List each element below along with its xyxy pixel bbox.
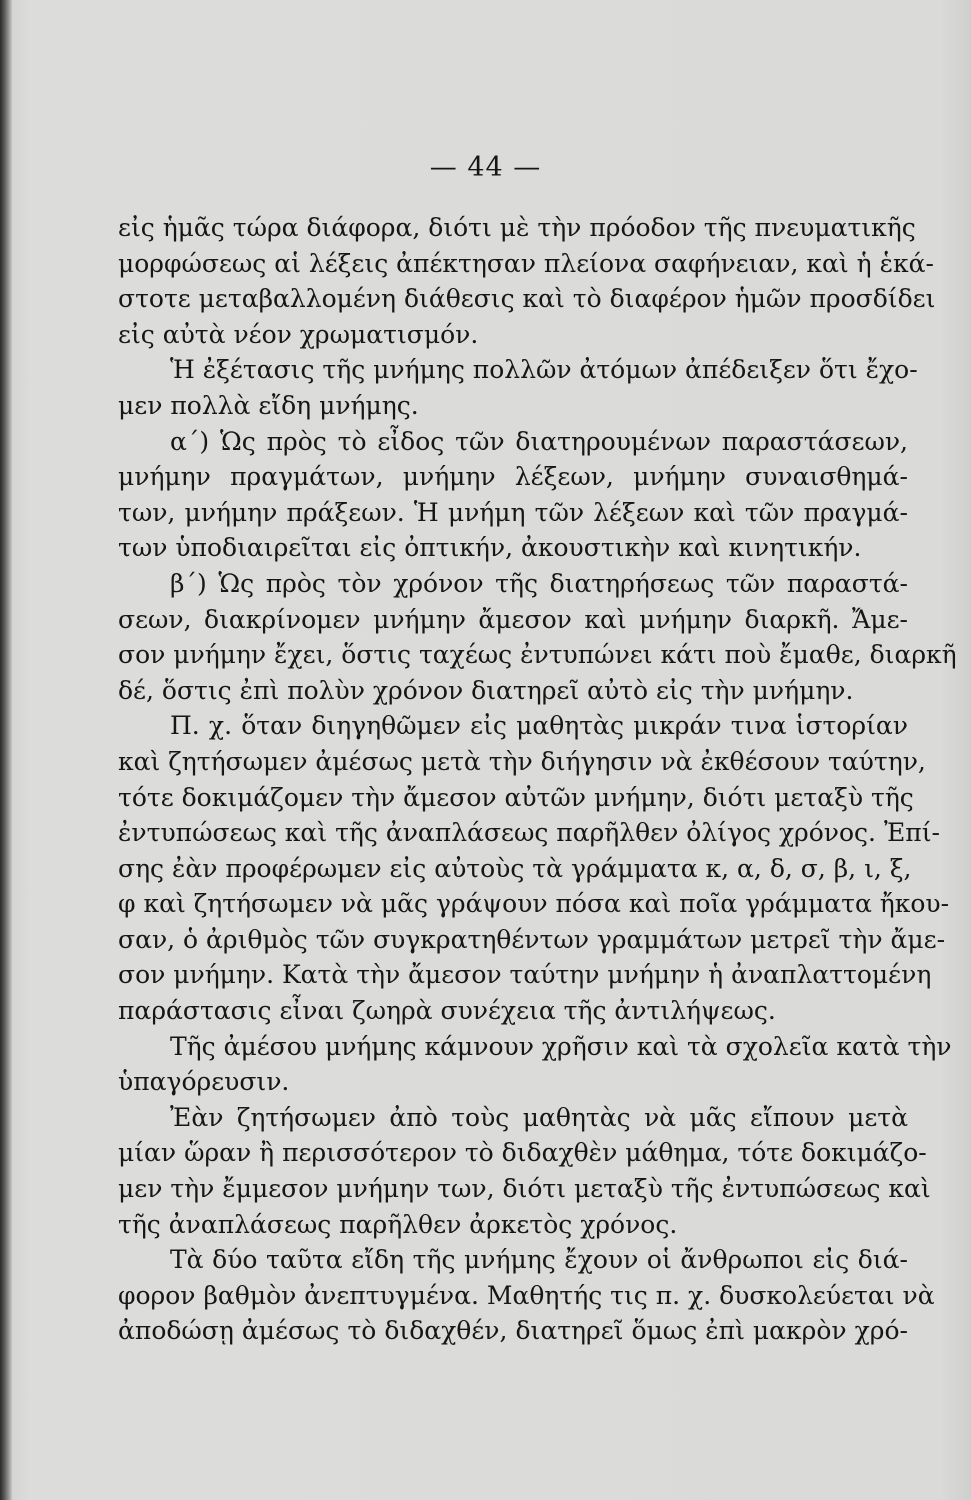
text-line: μεν τὴν ἔμμεσον μνήμην των, διότι μεταξὺ τῆς ἐντυπώσεως καὶ xyxy=(118,1174,931,1204)
text-line: Ἐὰν ζητήσωμεν ἀπὸ τοὺς μαθητὰς νὰ μᾶς εἴπουν μετὰ xyxy=(170,1102,908,1132)
book-spine-shadow xyxy=(0,0,12,1500)
text-line: παράστασις εἶναι ζωηρὰ συνέχεια τῆς ἀντιλήψεως. xyxy=(118,996,776,1026)
text-line: των, μνήμην πράξεων. Ἡ μνήμη τῶν λέξεων καὶ τῶν πραγμά- xyxy=(118,497,908,527)
text-line: εἰς ἡμᾶς τώρα διάφορα, διότι μὲ τὴν πρόοδον τῆς πνευματικῆς xyxy=(118,213,916,242)
text-line: μνήμην πραγμάτων, μνήμην λέξεων, μνήμην συναισθημά- xyxy=(118,462,908,492)
text-line: φ καὶ ζητήσωμεν νὰ μᾶς γράψουν πόσα καὶ ποῖα γράμματα ἤκου- xyxy=(118,889,950,919)
text-line: σαν, ὁ ἀριθμὸς τῶν συγκρατηθέντων γραμμάτων μετρεῖ τὴν ἄμε- xyxy=(118,924,946,954)
body-text xyxy=(118,210,957,1349)
text-line: στοτε μεταβαλλομένη διάθεσις καὶ τὸ διαφέρον ἡμῶν προσδίδει xyxy=(118,284,936,314)
text-line: ἐντυπώσεως καὶ τῆς ἀναπλάσεως παρῆλθεν ὀλίγος χρόνος. Ἐπί- xyxy=(118,818,940,848)
text-line: σον μνήμην. Κατὰ τὴν ἄμεσον ταύτην μνήμην ἡ ἀναπλαττομένη xyxy=(118,960,932,990)
text-line: μορφώσεως αἱ λέξεις ἀπέκτησαν πλείονα σαφήνειαν, καὶ ἡ ἑκά- xyxy=(118,248,934,278)
text-line: των ὑποδιαιρεῖται εἰς ὀπτικήν, ἀκουστικὴν καὶ κινητικήν. xyxy=(118,533,862,563)
text-line: μίαν ὥραν ἢ περισσότερον τὸ διδαχθὲν μάθημα, τότε δοκιμάζο- xyxy=(118,1138,927,1168)
text-line: τότε δοκιμάζομεν τὴν ἄμεσον αὐτῶν μνήμην, διότι μεταξὺ τῆς xyxy=(118,782,914,812)
text-line: Τὰ δύο ταῦτα εἴδη τῆς μνήμης ἔχουν οἱ ἄνθρωποι εἰς διά- xyxy=(170,1245,908,1275)
text-line: σεων, διακρίνομεν μνήμην ἄμεσον καὶ μνήμην διαρκῆ. Ἄμε- xyxy=(118,604,908,634)
text-line: Ἡ ἐξέτασις τῆς μνήμης πολλῶν ἀτόμων ἀπέδειξεν ὅτι ἔχο- xyxy=(170,355,918,385)
text-line: β΄) Ὡς πρὸς τὸν χρόνον τῆς διατηρήσεως τῶν παραστά- xyxy=(170,568,908,598)
text-line: δέ, ὅστις ἐπὶ πολὺν χρόνον διατηρεῖ αὐτὸ εἰς τὴν μνήμην. xyxy=(118,675,854,705)
text-line: σης ἐὰν προφέρωμεν εἰς αὐτοὺς τὰ γράμματα κ, α, δ, σ, β, ι, ξ, xyxy=(118,853,912,883)
text-line: τῆς ἀναπλάσεως παρῆλθεν ἀρκετὸς χρόνος. xyxy=(118,1209,678,1239)
text-line: μεν πολλὰ εἴδη μνήμης. xyxy=(118,390,419,420)
text-line: καὶ ζητήσωμεν ἀμέσως μετὰ τὴν διήγησιν νὰ ἐκθέσουν ταύτην, xyxy=(118,746,926,776)
page-number: — 44 — xyxy=(429,152,542,183)
text-line: Π. χ. ὅταν διηγηθῶμεν εἰς μαθητὰς μικράν τινα ἱστορίαν xyxy=(170,711,908,741)
text-line: ὑπαγόρευσιν. xyxy=(118,1067,290,1097)
text-line: α΄) Ὡς πρὸς τὸ εἶδος τῶν διατηρουμένων παραστάσεων, xyxy=(170,426,908,456)
text-line: Τῆς ἀμέσου μνήμης κάμνουν χρῆσιν καὶ τὰ σχολεῖα κατὰ τὴν xyxy=(170,1031,952,1061)
text-line: ἀποδώσῃ ἀμέσως τὸ διδαχθέν, διατηρεῖ ὅμως ἐπὶ μακρὸν χρό- xyxy=(118,1316,908,1346)
text-line: εἰς αὐτὰ νέον χρωματισμόν. xyxy=(118,319,479,349)
text-line: φορον βαθμὸν ἀνεπτυγμένα. Μαθητής τις π. χ. δυσκολεύεται νὰ xyxy=(118,1280,935,1310)
text-line: σον μνήμην ἔχει, ὅστις ταχέως ἐντυπώνει κάτι ποὺ ἔμαθε, διαρκῆ xyxy=(118,640,957,670)
